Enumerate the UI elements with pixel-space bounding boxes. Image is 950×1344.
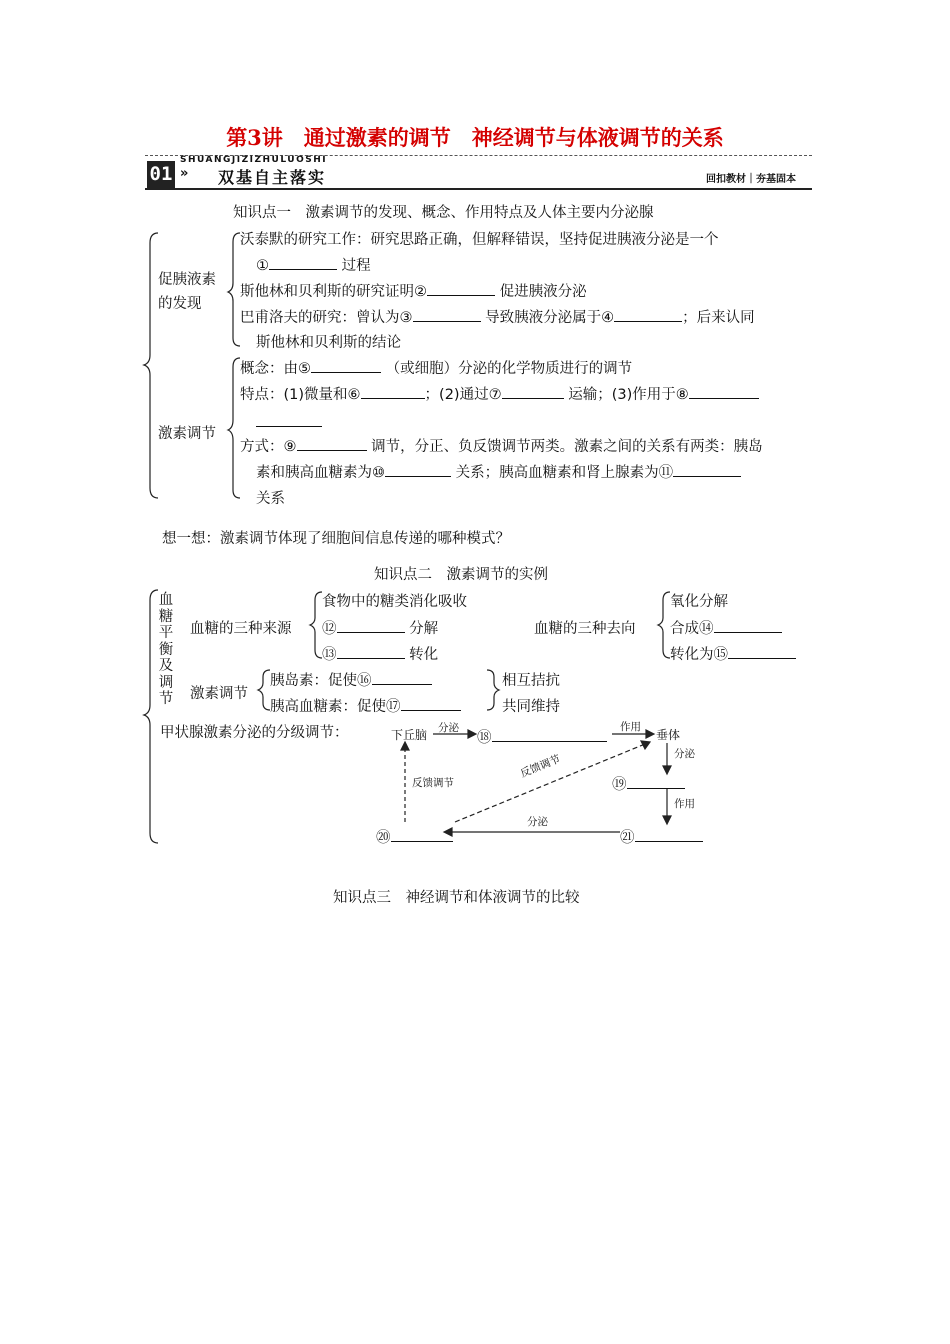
brace-relations — [487, 670, 499, 710]
answer-blank-6[interactable] — [361, 384, 425, 399]
arrowhead-21 — [663, 816, 671, 824]
chevron-icon: » — [180, 166, 189, 181]
text-line: 关系 — [256, 491, 285, 507]
answer-blank-21[interactable] — [635, 827, 703, 842]
answer-blank-19[interactable] — [627, 774, 685, 789]
text-line: 斯他林和贝利斯的结论 — [256, 335, 401, 351]
text-line: 运输；(3)作用于⑧ — [568, 387, 689, 403]
brace-knowledge-one — [144, 233, 158, 498]
knowledge-one-heading: 知识点一 激素调节的发现、概念、作用特点及人体主要内分泌腺 — [233, 205, 654, 221]
brace-pancreatic-secretin — [228, 233, 240, 346]
answer-blank-14[interactable] — [714, 618, 782, 633]
brace-sinks — [658, 592, 670, 658]
answer-blank-10[interactable] — [385, 462, 451, 477]
source-item: 食物中的糖类消化吸收 — [322, 594, 467, 610]
think-question: 想一想：激素调节体现了细胞间信息传递的哪种模式？ — [162, 531, 510, 547]
arrowhead-18 — [468, 730, 476, 738]
relation-item: 相互拮抗 — [502, 673, 560, 689]
feedback-label-diagonal: 反馈调节 — [518, 753, 563, 780]
blank-number: ⑫ — [322, 621, 337, 637]
answer-blank-1[interactable] — [269, 255, 337, 270]
thyroid-label: 甲状腺激素分泌的分级调节： — [160, 725, 349, 741]
answer-blank-8[interactable] — [689, 384, 759, 399]
answer-blank-15[interactable] — [728, 644, 796, 659]
section-number: 01 — [147, 161, 175, 188]
blood-sugar-vertical-label: 血 糖 平 衡 及 调 节 — [158, 592, 174, 707]
arrowhead-pituitary — [646, 730, 654, 738]
sink-item: 合成⑭ — [670, 621, 714, 637]
answer-blank-8-continued[interactable] — [256, 412, 322, 427]
act-label: 作用 — [620, 721, 641, 733]
answer-blank-5[interactable] — [311, 358, 381, 373]
answer-blank-12[interactable] — [337, 618, 405, 633]
hormone-reg-label: 激素调节 — [190, 686, 248, 702]
hypothalamus-label: 下丘脑 — [391, 728, 428, 742]
answer-blank-2[interactable] — [427, 281, 495, 296]
sinks-label: 血糖的三种去向 — [534, 621, 636, 637]
blank-number: ⑳ — [376, 830, 391, 846]
answer-blank-3[interactable] — [413, 307, 481, 322]
text-line: 概念：由⑤ — [240, 361, 311, 377]
section-pinyin: SHUANGJIZIZHULUOSHI — [180, 155, 328, 165]
brace-hormone-regulation — [228, 358, 240, 498]
text-line: 促进胰液分泌 — [499, 284, 587, 300]
answer-blank-13[interactable] — [337, 644, 405, 659]
answer-blank-9[interactable] — [297, 436, 367, 451]
feedback-label-vertical: 反馈调节 — [412, 777, 454, 789]
secrete-label: 分泌 — [527, 816, 548, 828]
brace-hormone-reg — [258, 670, 270, 710]
answer-blank-17[interactable] — [401, 696, 461, 711]
blank-number: ⑲ — [612, 777, 627, 793]
blank-number: ⑱ — [477, 730, 492, 746]
text-line: 巴甫洛夫的研究：曾认为③ — [240, 310, 413, 326]
arrowhead-pituitary-feedback — [641, 741, 650, 749]
answer-blank-18[interactable] — [492, 727, 607, 742]
section-title: 双基自主落实 — [218, 168, 327, 187]
text-line: ；(2)通过⑦ — [424, 387, 502, 403]
act-label: 作用 — [674, 798, 695, 810]
text-line: 调节，分正、负反馈调节两类。激素之间的关系有两类：胰岛 — [371, 439, 763, 455]
blank-number: ⑬ — [322, 647, 337, 663]
text-line: 斯他林和贝利斯的研究证明② — [240, 284, 427, 300]
answer-blank-7[interactable] — [502, 384, 564, 399]
answer-blank-20[interactable] — [391, 827, 453, 842]
text-line: （或细胞）分泌的化学物质进行的调节 — [385, 361, 633, 377]
source-item: 转化 — [409, 647, 439, 663]
group1-label-line2: 的发现 — [158, 296, 202, 312]
answer-blank-16[interactable] — [372, 670, 432, 685]
brace-knowledge-two — [144, 590, 158, 843]
secrete-label: 分泌 — [674, 748, 695, 760]
pituitary-label: 垂体 — [656, 728, 681, 742]
text-line: 关系；胰高血糖素和肾上腺素为⑪ — [455, 465, 674, 481]
sink-item: 氧化分解 — [670, 594, 728, 610]
text-line: 特点：(1)微量和⑥ — [240, 387, 361, 403]
page-title: 第3讲 通过激素的调节 神经调节与体液调节的关系 — [226, 125, 724, 150]
brace-sources — [310, 592, 322, 658]
text-line: 素和胰高血糖素为⑩ — [256, 465, 385, 481]
relation-item: 共同维持 — [502, 699, 560, 715]
answer-blank-11[interactable] — [673, 462, 741, 477]
regulation-item: 胰高血糖素：促使⑰ — [270, 699, 401, 715]
source-item: 分解 — [409, 621, 439, 637]
regulation-item: 胰岛素：促使⑯ — [270, 673, 372, 689]
text-line: 沃泰默的研究工作：研究思路正确，但解释错误，坚持促进胰液分泌是一个 — [240, 232, 719, 248]
text-line: ；后来认同 — [682, 310, 755, 326]
blank-number: ① — [256, 258, 269, 274]
arrowhead-hypothalamus — [401, 742, 409, 750]
knowledge-three-heading: 知识点三 神经调节和体液调节的比较 — [333, 890, 580, 906]
knowledge-two-heading: 知识点二 激素调节的实例 — [374, 567, 548, 583]
text-line: 方式：⑨ — [240, 439, 297, 455]
group2-label: 激素调节 — [158, 426, 216, 442]
sink-item: 转化为⑮ — [670, 647, 728, 663]
secrete-label: 分泌 — [438, 722, 459, 734]
group1-label-line1: 促胰液素 — [158, 272, 216, 288]
blank-number: ㉑ — [620, 830, 635, 846]
answer-blank-4[interactable] — [614, 307, 682, 322]
text-line: 过程 — [341, 258, 371, 274]
text-line: 导致胰液分泌属于④ — [485, 310, 615, 326]
sources-label: 血糖的三种来源 — [190, 621, 292, 637]
section-tag: 回扣教材｜夯基固本 — [706, 174, 796, 185]
